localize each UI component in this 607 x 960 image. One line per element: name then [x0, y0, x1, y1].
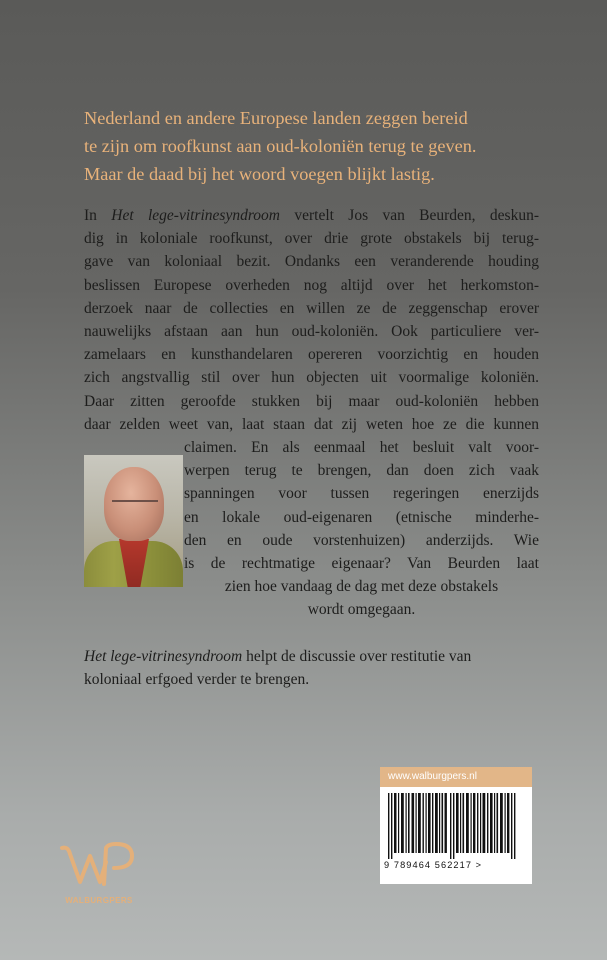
lead-line: Maar de daad bij het woord voegen blijkt lastig.: [84, 164, 435, 184]
body-line: beslissen Europese overheden nog altijd over het herkomston-: [84, 276, 539, 294]
body-line: dig in koloniale roofkunst, over drie grote obstakels bij terug-: [84, 230, 539, 248]
body-line: zich angstvallig stil over hun objecten uit voormalige koloniën.: [84, 369, 539, 387]
publisher-url: www.walburgpers.nl: [380, 767, 532, 787]
body-line: werpen terug te brengen, dan doen zich vaak: [184, 462, 539, 480]
lead-line: Nederland en andere Europese landen zeggen bereid: [84, 108, 468, 128]
author-photo: [84, 455, 183, 587]
body-line: spanningen voor tussen regeringen enerzijds: [184, 485, 539, 503]
book-title: Het lege-vitrinesyndroom: [111, 207, 280, 224]
body-line: den en oude vorstenhuizen) anderzijds. Wie: [184, 531, 539, 549]
walburgpers-logo-icon: [54, 838, 144, 896]
body-line: zamelaars en kunsthandelaren opereren voorzichtig en houden: [84, 346, 539, 364]
body-line: en lokale oud-eigenaren (etnische minderhe-: [184, 508, 539, 526]
body-text: [84, 204, 539, 691]
publisher-name: WALBURGPERS: [65, 896, 133, 905]
isbn-digits: 9 789464 562217 >: [384, 860, 483, 870]
body-line: zien hoe vandaag de dag met deze obstakels: [224, 578, 499, 596]
body-line: wordt omgegaan.: [307, 601, 416, 619]
body-line: In Het lege-vitrinesyndroom vertelt Jos van Beurden, deskun-: [84, 207, 539, 224]
lead-line: te zijn om roofkunst aan oud-koloniën terug te geven.: [84, 136, 477, 156]
closing-line: Het lege-vitrinesyndroom helpt de discussie over restitutie van: [84, 647, 472, 665]
lead-text: [84, 104, 544, 188]
body-line: daar zelden weet van, laat staan dat zij weten hoe ze die kunnen: [84, 415, 539, 433]
body-line: derzoek naar de collecties en willen ze de zeggenschap erover: [84, 299, 539, 317]
body-line: nauwelijks afstaan aan hun oud-koloniën. Ook particuliere ver-: [84, 323, 539, 341]
closing-line: koloniaal erfgoed verder te brengen.: [84, 670, 310, 688]
body-line: claimen. En als eenmaal het besluit valt voor-: [184, 439, 539, 457]
publisher-logo: [54, 838, 144, 910]
body-line: is de rechtmatige eigenaar? Van Beurden laat: [184, 555, 539, 573]
body-line: gave van koloniaal bezit. Ondanks een veranderende houding: [84, 253, 539, 271]
book-title: Het lege-vitrinesyndroom: [84, 647, 243, 665]
body-line: Daar zitten geroofde stukken bij maar oud-koloniën hebben: [84, 392, 539, 410]
barcode-icon: [386, 793, 526, 859]
barcode-box: [380, 767, 532, 884]
